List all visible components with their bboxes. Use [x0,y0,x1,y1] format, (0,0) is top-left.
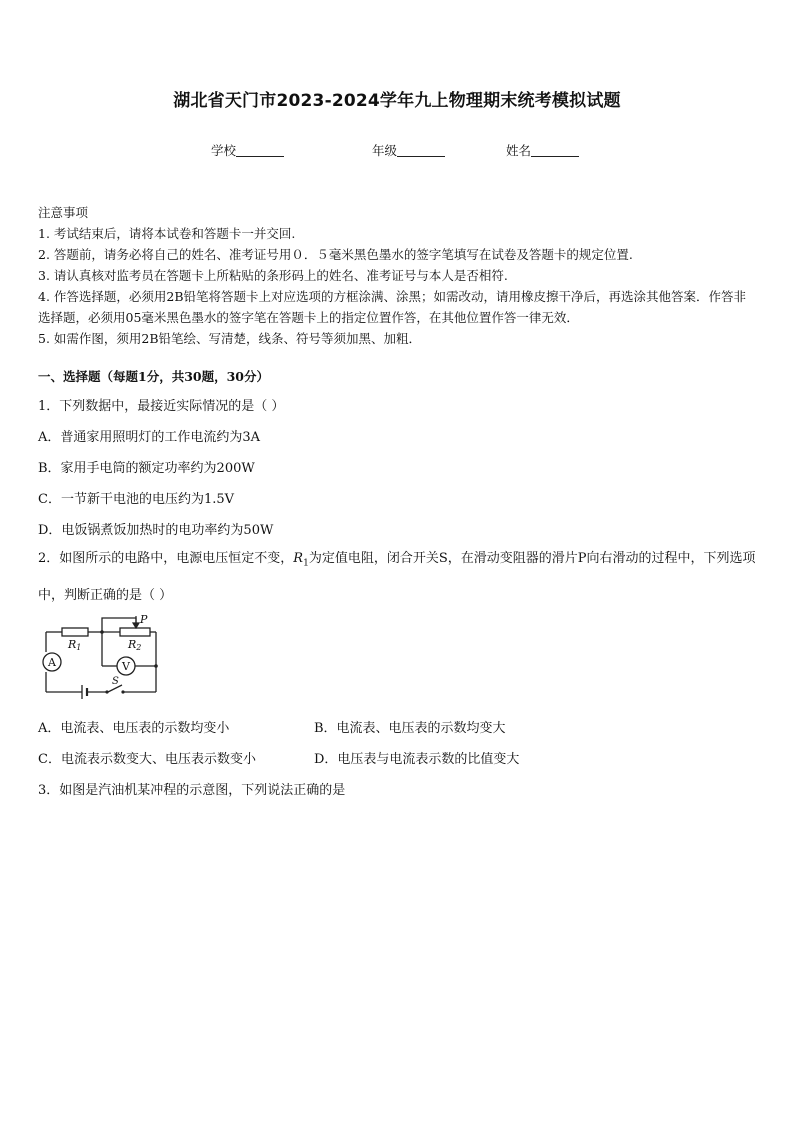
slider-arrow-icon [133,623,139,628]
exam-title: 湖北省天门市2023-2024学年九上物理期末统考模拟试题 [173,91,621,111]
student-info-fields [0,141,794,161]
grade-blank [397,143,445,157]
question-2-options-row-2 [38,748,519,767]
q2-stem-after: 为定值电阻，闭合开关S，在滑动变阻器的滑片P向右滑动的过程中，下列选项中，判断正确的是（ ） [38,551,756,603]
slider-p-label: P [140,613,148,626]
note-item: 4. 作答选择题，必须用2B铅笔将答题卡上对应选项的方框涂满、涂黑；如需改动，请用橡皮擦干净后，再选涂其他答案．作答非选择题，必须用05毫米黑色墨水的签字笔在答题卡上的指定位置作答，在其他位置作答一律无效． [38,289,747,325]
question-1-option-b: B．家用手电筒的额定功率约为200W [38,461,255,476]
question-2-options-row-1 [38,717,506,736]
notes-heading: 注意事项 [38,205,89,220]
section-title: 一、选择题（每题1分，共30题，30分） [38,369,269,384]
question-1-option-d: D．电饭锅煮饭加热时的电功率约为50W [38,523,274,538]
grade-label: 年级 [372,143,398,158]
school-blank [236,143,284,157]
q2-stem-before: 2．如图所示的电路中，电源电压恒定不变， [38,551,294,566]
resistor-r2 [120,628,150,636]
question-3-stem: 3．如图是汽油机某冲程的示意图，下列说法正确的是 [38,783,346,798]
name-label: 姓名 [506,143,532,158]
question-2-option-d: D．电压表与电流表示数的比值变大 [314,752,520,767]
note-item: 2. 答题前，请务必将自己的姓名、准考证号用０．５毫米黑色墨水的签字笔填写在试卷及答题卡的规定位置. [38,247,633,262]
switch-label: S [112,676,119,687]
junction-dot [154,664,158,668]
ammeter-label: A [48,656,56,669]
question-1-option-c: C．一节新干电池的电压约为1.5V [38,492,235,507]
r1-label: R1 [68,638,82,652]
question-1-option-a: A．普通家用照明灯的工作电流约为3A [38,430,261,445]
question-2-option-c: C．电流表示数变大、电压表示数变小 [38,752,256,767]
circuit-diagram [40,612,170,702]
switch-contact [121,690,124,693]
notes-block [38,202,758,349]
junction-dot [100,630,104,634]
switch-contact [105,690,108,693]
name-blank [531,143,579,157]
voltmeter-label: V [122,660,130,673]
name-field [506,141,579,159]
r1-symbol: R [293,551,304,566]
question-2-stem [38,543,758,611]
r2-label: R2 [128,638,142,652]
note-item: 5. 如需作图，须用2B铅笔绘、写清楚，线条、符号等须加黑、加粗． [38,331,422,346]
question-2-option-b: B．电流表、电压表的示数均变大 [314,721,506,736]
question-2-option-a: A．电流表、电压表的示数均变小 [38,721,230,736]
note-item: 1. 考试结束后，请将本试卷和答题卡一并交回. [38,226,296,241]
school-label: 学校 [211,143,237,158]
school-field [211,141,284,159]
note-item: 3. 请认真核对监考员在答题卡上所粘贴的条形码上的姓名、准考证号与本人是否相符. [38,268,508,283]
question-1-stem: 1．下列数据中，最接近实际情况的是（ ） [38,399,285,414]
r1-subscript: 1 [303,558,309,569]
wire [102,618,136,632]
grade-field [372,141,445,159]
resistor-r1 [62,628,88,636]
